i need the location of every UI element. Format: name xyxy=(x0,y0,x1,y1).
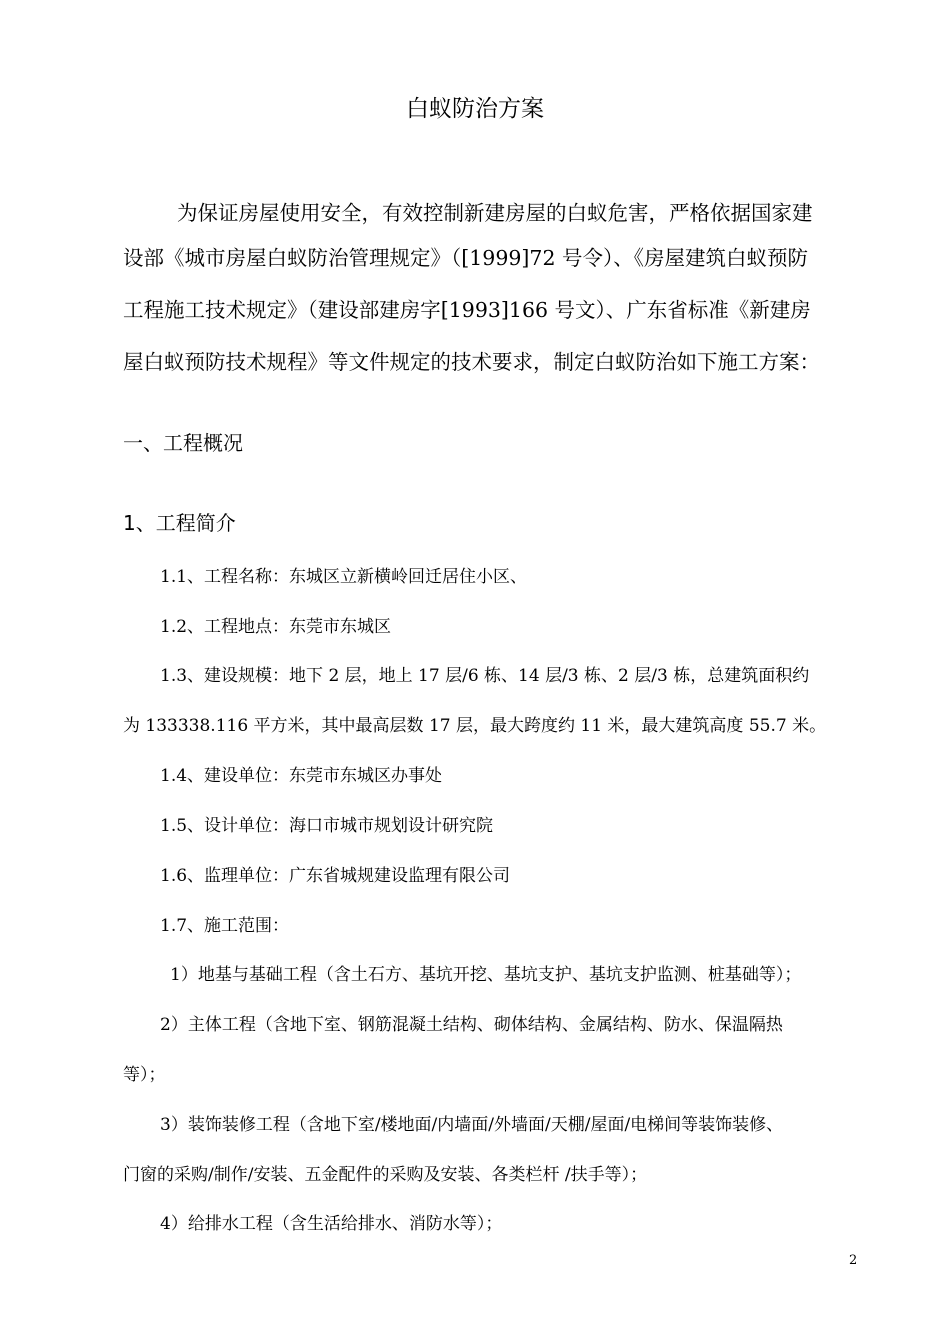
designer-item: 1.5、设计单位：海口市城市规划设计研究院 xyxy=(160,816,494,836)
construction-scope-item: 1.7、施工范围： xyxy=(160,916,290,936)
scope-plumbing-item: 4）给排水工程（含生活给排水、消防水等）； xyxy=(160,1214,503,1234)
project-name-item: 1.1、工程名称：东城区立新横岭回迁居住小区、 xyxy=(160,567,528,587)
intro-line: 工程施工技术规定》（建设部建房字[1993]166 号文）、广东省标准《新建房 xyxy=(123,298,811,322)
intro-line: 为保证房屋使用安全，有效控制新建房屋的白蚁危害，严格依据国家建 xyxy=(177,201,813,225)
page-number: 2 xyxy=(849,1253,858,1268)
construction-scale-item: 1.3、建设规模：地下 2 层，地上 17 层/6 栋、14 层/3 栋、2 层/3 栋，总建筑面积约 xyxy=(160,666,810,686)
document-title: 白蚁防治方案 xyxy=(406,96,544,122)
intro-line: 设部《城市房屋白蚁防治管理规定》（[1999]72 号令）、《房屋建筑白蚁预防 xyxy=(123,246,809,270)
subsection-heading: 1、工程简介 xyxy=(123,511,236,535)
construction-scale-continued: 为 133338.116 平方米，其中最高层数 17 层，最大跨度约 11 米，最大建筑高度 55.7 米。 xyxy=(123,716,827,736)
project-location-item: 1.2、工程地点：东莞市东城区 xyxy=(160,617,392,637)
scope-decoration-item: 3）装饰装修工程（含地下室/楼地面/内墙面/外墙面/天棚/屋面/电梯间等装饰装修、 xyxy=(160,1115,784,1135)
scope-decoration-continued: 门窗的采购/制作/安装、五金配件的采购及安装、各类栏杆 /扶手等）； xyxy=(123,1165,648,1185)
scope-foundation-item: 1）地基与基础工程（含土石方、基坑开挖、基坑支护、基坑支护监测、桩基础等）； xyxy=(170,965,802,985)
intro-line: 屋白蚁预防技术规程》等文件规定的技术要求，制定白蚁防治如下施工方案： xyxy=(123,350,820,374)
scope-main-structure-continued: 等）； xyxy=(123,1065,166,1085)
scope-main-structure-item: 2）主体工程（含地下室、钢筋混凝土结构、砌体结构、金属结构、防水、保温隔热 xyxy=(160,1015,783,1035)
developer-item: 1.4、建设单位：东莞市东城区办事处 xyxy=(160,766,443,786)
supervisor-item: 1.6、监理单位：广东省城规建设监理有限公司 xyxy=(160,866,511,886)
section-heading: 一、工程概况 xyxy=(123,431,243,455)
